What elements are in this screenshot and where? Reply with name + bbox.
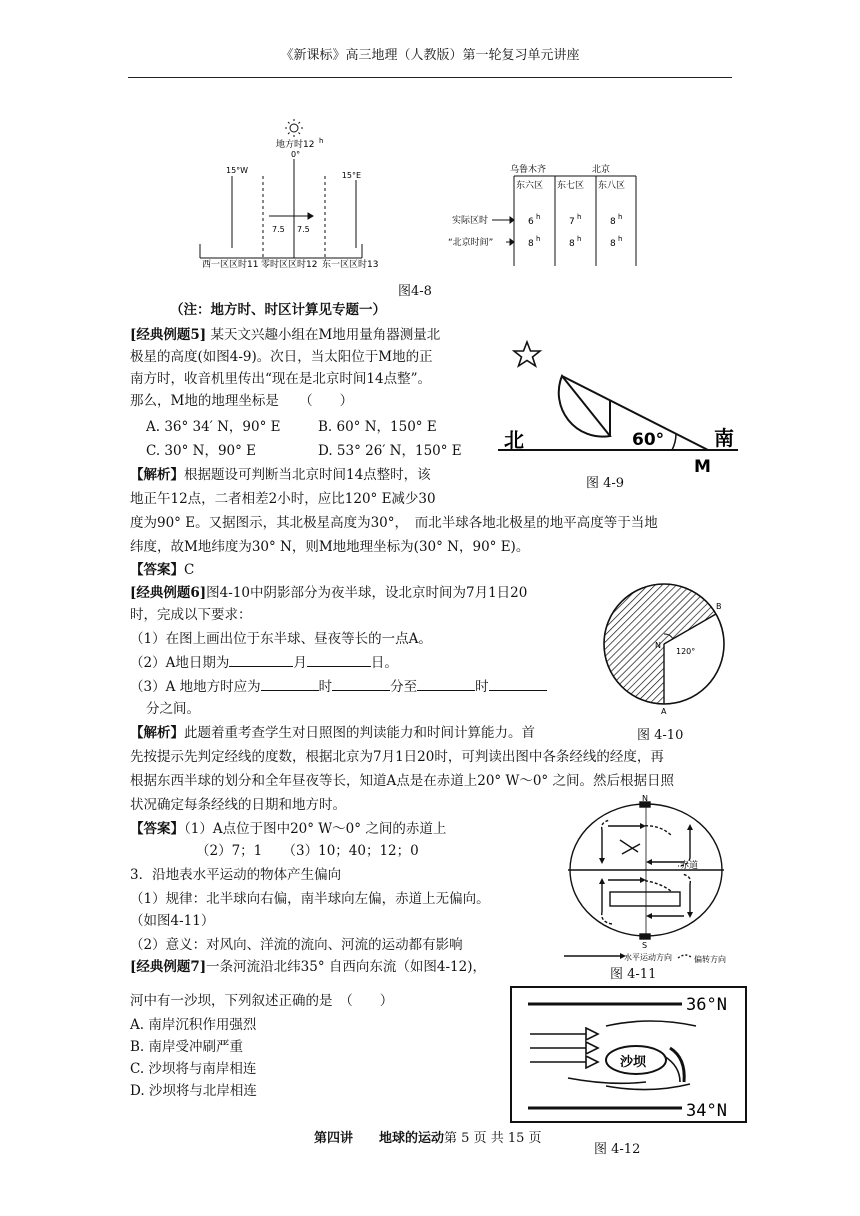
cell-r1c1: 6 (528, 217, 534, 227)
figure-4-9-caption: 图 4-9 (586, 476, 625, 491)
meridian-15w-label: 15°W (226, 166, 249, 175)
figure-4-12-river-sandbar (510, 986, 748, 1124)
ex6-line1-text: 图4-10中阴影部分为夜半球，设北京时间为7月1日20 (206, 585, 528, 601)
sun-icon (285, 119, 303, 137)
ex6-day-blank[interactable] (307, 652, 371, 667)
ex5-analysis-2: 地正午12点，二者相差2小时，应比120° E减少30 (130, 491, 436, 507)
angle-label: 60° (632, 430, 665, 450)
ex6-hour2-blank[interactable] (417, 676, 475, 691)
ex6-answer-2: （2）7；1 （3）10；40；12；0 (196, 843, 419, 859)
ex5-analysis-1-text: 根据题设可判断当北京时间14点整时，该 (184, 467, 431, 483)
sun-local-time-sup: h (319, 137, 324, 145)
figure-4-8-caption: 图4-8 (398, 284, 432, 299)
page-footer (314, 1128, 542, 1150)
ex5-answer (130, 559, 194, 581)
ex7-line2: 河中有一沙坝，下列叙述正确的是 （ ） (130, 993, 394, 1009)
ex6-analysis-2: 先按提示先判定经线的度数，根据北京为7月1日20时，可判读出图中各条经线的经度，再 (130, 749, 664, 765)
ex6-q2 (130, 652, 398, 674)
ex7-line1 (130, 956, 486, 978)
ex5-line4: 那么，M地的地理坐标是 （ ） (130, 393, 354, 409)
direction-south: 南 (714, 426, 734, 450)
ex5-option-c: C. 30° N，90° E (146, 443, 257, 459)
legend-horizontal-motion: 水平运动方向 (624, 953, 672, 962)
cell-r1c2: 7 (569, 217, 575, 227)
ex5-analysis-tag: 【解析】 (130, 467, 184, 483)
point-m: M (694, 457, 711, 477)
ex7-option-b: B. 南岸受冲刷严重 (130, 1039, 244, 1055)
ex6-line2: 时，完成以下要求： (130, 607, 252, 623)
latitude-34n: 34°N (686, 1101, 727, 1121)
direction-north: 北 (504, 428, 524, 452)
north-pole-n: N (655, 641, 661, 650)
ex5-line3: 南方时，收音机里传出“现在是北京时间14点整”。 (130, 371, 431, 387)
ex6-q2-text: （2）A地日期为 (130, 655, 230, 671)
sup-h: h (577, 213, 582, 221)
ex5-analysis-1 (130, 464, 431, 486)
meridian-15e-label: 15°E (341, 171, 361, 180)
figure-4-11-deflection-diagram (560, 796, 730, 974)
zone-e8: 东八区 (598, 181, 626, 191)
ex6-q3-to: 分至 (390, 679, 418, 695)
sup-h: h (536, 213, 541, 221)
ex5-answer-value: C (184, 562, 195, 578)
zone-0-label: 零时区区时12 (261, 260, 318, 270)
cell-r2c2: 8 (569, 239, 575, 249)
zone-half-width-right: 7.5 (297, 225, 310, 234)
section3-significance: （2）意义：对风向、洋流的流向、河流的运动都有影响 (130, 937, 463, 953)
page-header: 《新课标》高三地理（人教版）第一轮复习单元讲座 (280, 48, 580, 63)
section3-rule-ref: （如图4-11） (130, 913, 215, 929)
figure-4-12-caption: 图 4-12 (594, 1142, 641, 1157)
ex6-hour1-blank[interactable] (261, 676, 319, 691)
zone-half-width-left: 7.5 (272, 225, 285, 234)
ex6-analysis-1 (130, 722, 535, 744)
ex7-option-c: C. 沙坝将与南岸相连 (130, 1061, 257, 1077)
zone-e1-label: 东一区区时13 (322, 260, 379, 270)
south-pole-label: S (642, 941, 648, 950)
ex5-analysis-3: 度为90° E。又据图示，其北极星高度为30°， 而北半球各地北极星的地平高度等于当地 (130, 515, 658, 531)
sup-h: h (536, 235, 541, 243)
cell-r1c3: 8 (610, 217, 616, 227)
ex7-option-d: D. 沙坝将与北岸相连 (130, 1083, 257, 1099)
sup-h: h (618, 213, 623, 221)
ex6-q1: （1）在图上画出位于东半球、昼夜等长的一点A。 (130, 631, 432, 647)
section3-title: 3．沿地表水平运动的物体产生偏向 (130, 867, 342, 883)
ex7-tag: [经典例题7] (130, 959, 207, 975)
ex5-line1 (130, 324, 440, 346)
sup-h: h (618, 235, 623, 243)
figure-4-11-caption: 图 4-11 (610, 967, 657, 982)
note-line: （注：地方时、时区计算见专题一） (170, 302, 386, 318)
ex6-q3 (130, 676, 547, 698)
ex5-line2: 极星的高度(如图4-9)。次日，当太阳位于M地的正 (130, 349, 433, 365)
ex6-q3-hour2: 时 (475, 679, 489, 695)
footer-page-number: 第 5 页 共 15 页 (444, 1131, 542, 1146)
ex6-analysis-tag: 【解析】 (130, 725, 184, 741)
ex5-tag: [经典例题5] (130, 327, 207, 343)
figure-4-8-time-diagram (196, 118, 379, 270)
angle-120: 120° (676, 647, 696, 656)
ex7-option-a: A. 南岸沉积作用强烈 (130, 1017, 257, 1033)
sun-local-time-label: 地方时12 (276, 140, 315, 150)
prime-meridian-label: 0° (291, 150, 301, 159)
city-beijing: 北京 (592, 165, 611, 175)
figure-4-10-caption: 图 4-10 (637, 728, 684, 743)
cell-r2c3: 8 (610, 239, 616, 249)
point-a: A (661, 707, 667, 716)
section3-rule: （1）规律：北半球向右偏，南半球向左偏，赤道上无偏向。 (130, 891, 490, 907)
ex6-answer-1-text: （1）A点位于图中20° W～0° 之间的赤道上 (184, 821, 447, 837)
figure-4-9-polaris-angle (498, 334, 746, 476)
zone-e7: 东七区 (557, 181, 585, 191)
ex6-min2-blank[interactable] (489, 676, 547, 691)
ex6-answer-tag: 【答案】 (130, 821, 184, 837)
ex5-option-a: A. 36° 34′ N，90° E (146, 419, 281, 435)
sup-h: h (577, 235, 582, 243)
ex6-analysis-3: 根据东西半球的划分和全年昼夜等长，知道A点是在赤道上20° W～0° 之间。然后根据日照 (130, 773, 674, 789)
header-rule (128, 77, 732, 78)
ex5-option-b: B. 60° N，150° E (318, 419, 437, 435)
ex5-answer-tag: 【答案】 (130, 562, 184, 578)
ex6-q3-end: 分之间。 (146, 701, 200, 717)
footer-lesson: 第四讲 (314, 1131, 354, 1146)
zone-w1-label: 西一区区时11 (202, 260, 259, 270)
ex7-line1-text: 一条河流沿北纬35° 自西向东流（如图4-12)， (206, 959, 486, 975)
ex5-option-d: D. 53° 26′ N，150° E (318, 443, 462, 459)
ex6-analysis-4: 状况确定每条经线的日期和地方时。 (130, 797, 346, 813)
ex6-min1-blank[interactable] (332, 676, 390, 691)
star-icon (514, 342, 540, 366)
ex5-analysis-4: 纬度，故M地纬度为30° N，则M地地理坐标为(30° N，90° E)。 (130, 539, 530, 555)
footer-title: 地球的运动 (379, 1131, 445, 1146)
north-pole-label: N (642, 794, 648, 803)
equator-label: 赤道 (680, 861, 699, 871)
cell-r2c1: 8 (528, 239, 534, 249)
ex6-month-blank[interactable] (229, 652, 293, 667)
ex6-q3-hour: 时 (318, 679, 333, 695)
ex6-tag: [经典例题6] (130, 585, 207, 601)
ex5-line1-text: 某天文兴趣小组在M地用量角器测量北 (210, 327, 441, 343)
sandbar-label: 沙坝 (620, 1055, 647, 1070)
ex6-line1 (130, 582, 527, 604)
row-beijing-time: “北京时间” (448, 238, 494, 248)
point-b: B (716, 602, 722, 611)
row-actual-zone-time: 实际区时 (452, 216, 489, 226)
ex6-q2-day: 日。 (370, 655, 398, 671)
legend-deflection: 偏转方向 (694, 955, 726, 964)
figure-4-8-beijing-time-table (448, 158, 648, 268)
figure-4-10-daylight-circle (598, 578, 738, 718)
ex6-analysis-1-text: 此题着重考查学生对日照图的判读能力和时间计算能力。首 (184, 725, 535, 741)
latitude-36n: 36°N (686, 995, 727, 1015)
ex6-q2-month: 月 (293, 655, 307, 671)
city-urumqi: 乌鲁木齐 (510, 165, 547, 175)
zone-e6: 东六区 (516, 181, 544, 191)
ex6-q3-text: （3）A 地地方时应为 (130, 679, 261, 695)
ex6-answer-1 (130, 818, 446, 840)
